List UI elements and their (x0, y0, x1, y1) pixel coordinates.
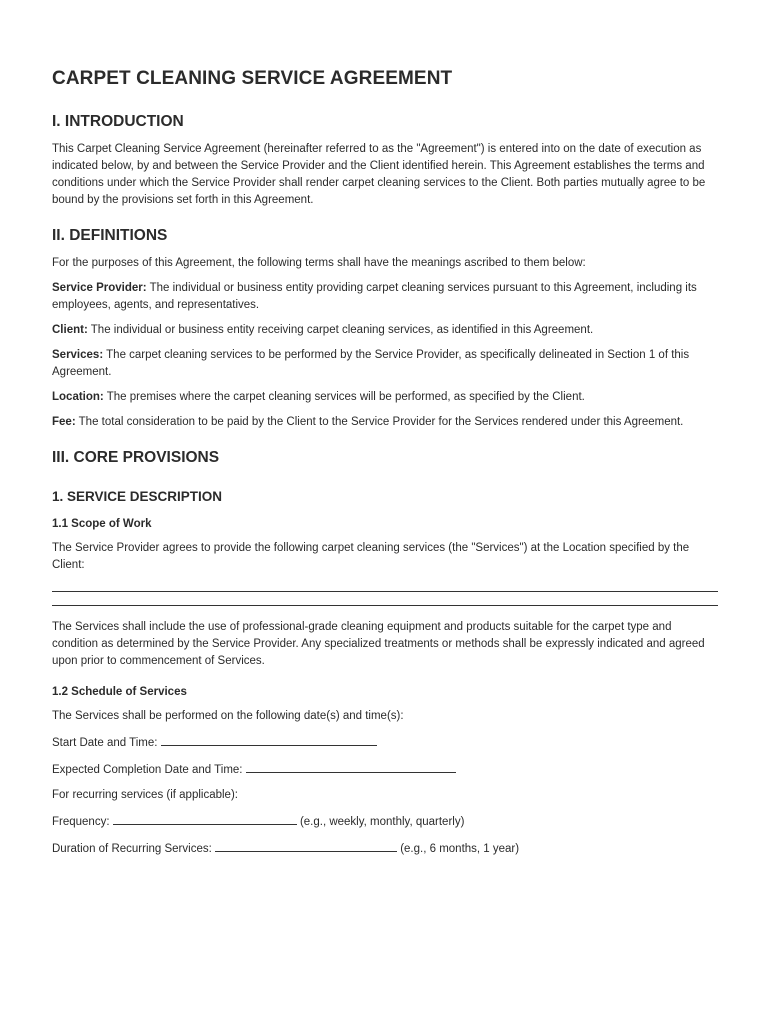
definition-text: The individual or business entity receiving carpet cleaning services, as identified in this Agreement. (87, 324, 594, 336)
completion-date-label: Expected Completion Date and Time: (52, 764, 243, 776)
blank-line[interactable] (52, 605, 718, 606)
definition-term: Services: (52, 349, 104, 361)
schedule-heading: 1.2 Schedule of Services (52, 686, 187, 698)
service-description-heading: 1. SERVICE DESCRIPTION (52, 489, 223, 504)
frequency-row (52, 812, 718, 831)
definition-text: The carpet cleaning services to be performed by the Service Provider, as specifically delineated in Section 1 of this Agreement. (52, 349, 690, 378)
duration-blank[interactable] (215, 839, 397, 852)
duration-label: Duration of Recurring Services: (52, 843, 212, 855)
definition-term: Client: (52, 324, 88, 336)
definition-term: Fee: (52, 416, 76, 428)
definitions-lead: For the purposes of this Agreement, the following terms shall have the meanings ascribed to them below: (52, 257, 586, 269)
completion-date-row (52, 760, 718, 779)
definition-text: The total consideration to be paid by the Client to the Service Provider for the Services rendered under this Agreement. (75, 416, 684, 428)
frequency-label: Frequency: (52, 816, 110, 828)
definition-services (52, 347, 718, 381)
frequency-blank[interactable] (113, 812, 297, 825)
definitions-section (52, 227, 718, 431)
introduction-text: This Carpet Cleaning Service Agreement (hereinafter referred to as the "Agreement") is entered into on the date of execution as indicated below, by and between the Service Provider and the Client identified herein. This Agreement establishes the terms and conditions under which the Service Provider shall render carpet cleaning services to the Client. Both parties mutually agree to be bound by the provisions set forth in this Agreement. (52, 143, 706, 206)
start-date-blank[interactable] (161, 733, 377, 746)
definitions-heading: II. DEFINITIONS (52, 227, 168, 244)
definition-location (52, 389, 718, 406)
start-date-label: Start Date and Time: (52, 737, 158, 749)
scope-of-work-text: The Service Provider agrees to provide the following carpet cleaning services (the "Services") at the Location specified by the Client: (52, 542, 690, 571)
frequency-hint: (e.g., weekly, monthly, quarterly) (299, 816, 465, 828)
definition-term: Location: (52, 391, 104, 403)
scope-of-work-details: The Services shall include the use of professional-grade cleaning equipment and products suitable for the carpet type and condition as determined by the Service Provider. Any specialized treatments or methods shall be expressly indicated and agreed upon prior to commencement of Services. (52, 621, 705, 667)
core-provisions-section (52, 449, 718, 858)
definition-client (52, 322, 718, 339)
introduction-section (52, 113, 718, 209)
core-provisions-heading: III. CORE PROVISIONS (52, 449, 220, 466)
schedule-lead: The Services shall be performed on the following date(s) and time(s): (52, 710, 404, 722)
duration-hint: (e.g., 6 months, 1 year) (400, 843, 520, 855)
duration-row (52, 839, 718, 858)
definition-fee (52, 414, 718, 431)
scope-blank-lines (52, 591, 718, 606)
scope-of-work-heading: 1.1 Scope of Work (52, 518, 152, 530)
completion-date-blank[interactable] (246, 760, 456, 773)
introduction-heading: I. INTRODUCTION (52, 113, 184, 130)
start-date-row (52, 733, 718, 752)
recurring-services-label: For recurring services (if applicable): (52, 789, 238, 801)
definition-term: Service Provider: (52, 282, 147, 294)
definition-service-provider (52, 280, 718, 314)
blank-line[interactable] (52, 591, 718, 592)
definition-text: The individual or business entity providing carpet cleaning services pursuant to this Agreement, including its employees, agents, and representatives. (52, 282, 697, 311)
document-title: CARPET CLEANING SERVICE AGREEMENT (52, 68, 453, 89)
definition-text: The premises where the carpet cleaning services will be performed, as specified by the Client. (103, 391, 585, 403)
